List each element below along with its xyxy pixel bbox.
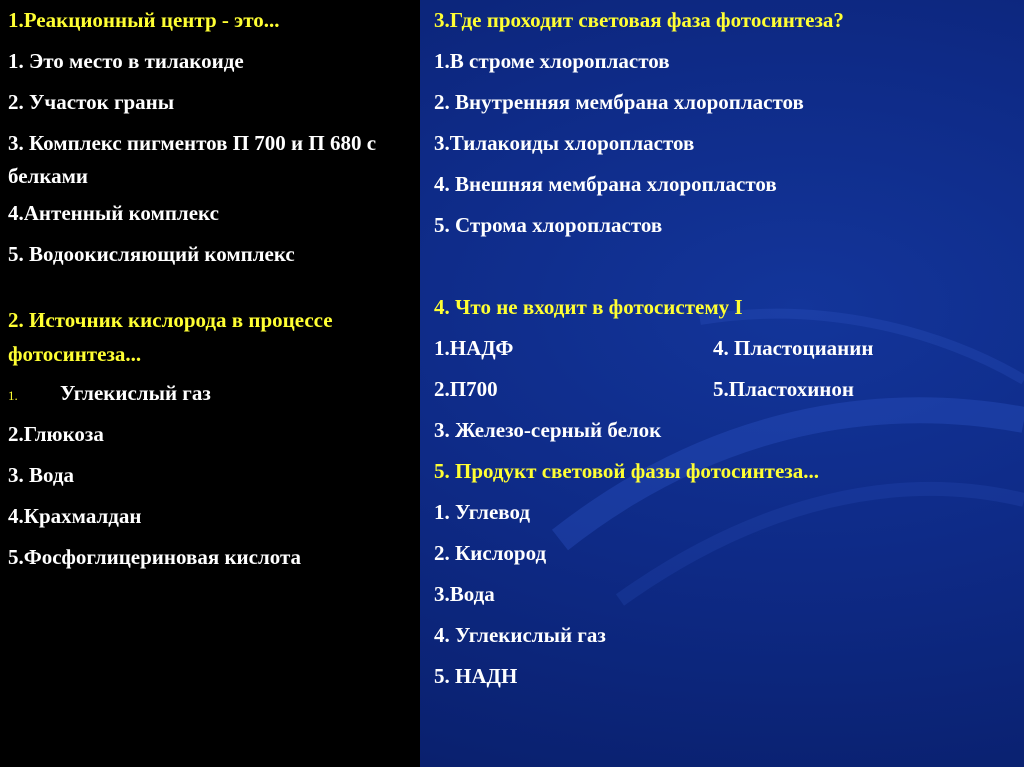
q4-option-1: 1.НАДФ (434, 336, 514, 360)
q5-option-5: 5. НАДН (434, 664, 518, 688)
q1-option-1: 1. Это место в тилакоиде (8, 49, 244, 73)
question-3-title: 3.Где проходит световая фаза фотосинтеза? (434, 8, 844, 32)
q1-option-2: 2. Участок граны (8, 90, 175, 114)
q5-option-1: 1. Углевод (434, 500, 530, 524)
q4-row-1 (434, 328, 1019, 369)
question-4-title: 4. Что не входит в фотосистему I (434, 295, 743, 319)
question-2-title: 2. Источник кислорода в процессе фотосинтеза... (8, 308, 333, 366)
q5-option-2: 2. Кислород (434, 541, 547, 565)
right-column (434, 0, 1019, 697)
q2-option-4: 4.Крахмалдан (8, 504, 142, 528)
q3-option-5: 5. Строма хлоропластов (434, 213, 663, 237)
q2-option-1-text: Углекислый газ (60, 381, 211, 405)
q3-option-1: 1.В строме хлоропластов (434, 49, 670, 73)
q4-option-2: 2.П700 (434, 377, 498, 401)
q3-option-3: 3.Тилакоиды хлоропластов (434, 131, 695, 155)
q2-option-3: 3. Вода (8, 463, 75, 487)
q2-option-2: 2.Глюкоза (8, 422, 104, 446)
q1-option-5: 5. Водоокисляющий комплекс (8, 242, 295, 266)
q3-option-2: 2. Внутренняя мембрана хлоропластов (434, 90, 804, 114)
q5-option-3: 3.Вода (434, 582, 495, 606)
q2-option-1 (8, 373, 413, 414)
q4-option-4: 4. Пластоцианин (713, 336, 874, 360)
q4-option-3: 3. Железо-серный белок (434, 418, 662, 442)
spacer (434, 246, 1019, 287)
q5-option-4: 4. Углекислый газ (434, 623, 606, 647)
left-column (8, 0, 413, 578)
question-5-title: 5. Продукт световой фазы фотосинтеза... (434, 459, 819, 483)
q3-option-4: 4. Внешняя мембрана хлоропластов (434, 172, 777, 196)
q2-option-5: 5.Фосфоглицериновая кислота (8, 545, 302, 569)
question-1-title: 1.Реакционный центр - это... (8, 8, 280, 32)
q4-option-5: 5.Пластохинон (713, 377, 855, 401)
q4-row-2 (434, 369, 1019, 410)
q1-option-4: 4.Антенный комплекс (8, 201, 219, 225)
q2-option-1-number: 1. (8, 388, 18, 403)
q1-option-3: 3. Комплекс пигментов П 700 и П 680 с белками (8, 131, 377, 188)
